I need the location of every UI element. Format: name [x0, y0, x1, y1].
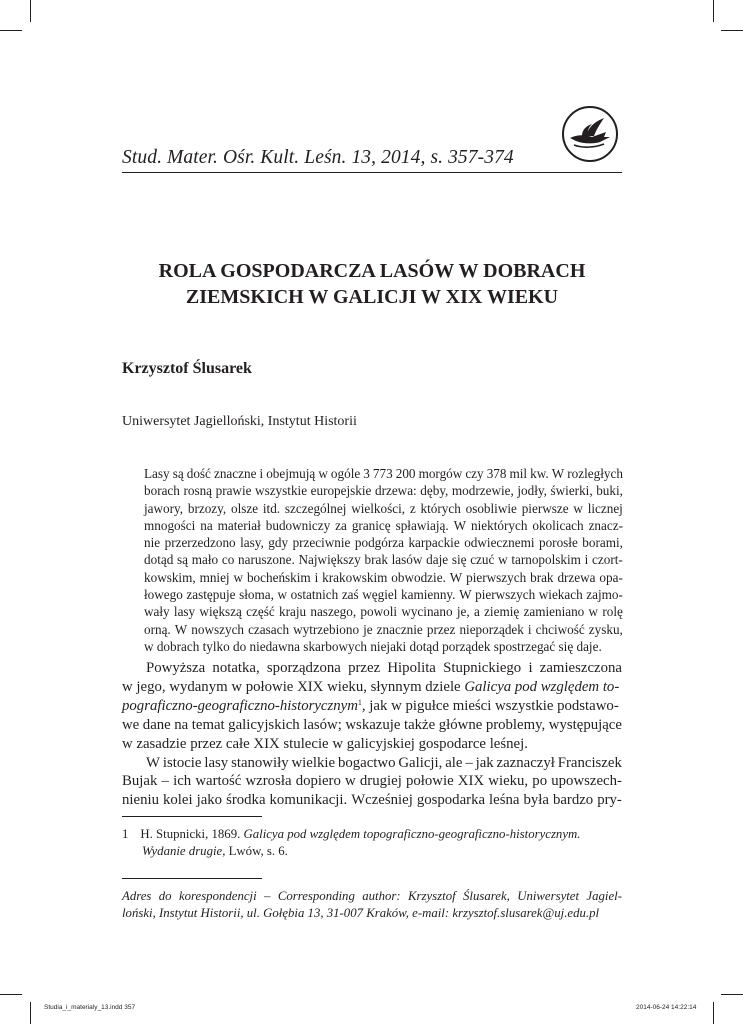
- quote-line: dotąd są mało co naruszone. Największy brak lasów daje się czuć w tarnopolskim i czort-: [144, 552, 623, 568]
- body-line: Bujak – ich wartość wzrosła dopiero w drugiej połowie XIX wieku, po upowszech-: [122, 773, 622, 790]
- correspondence-note: [122, 888, 622, 922]
- quote-line: mnogości na materiał budowniczy za granicę spławiają. W niektórych okolicach znacz-: [144, 517, 623, 533]
- correspondence-rule: [122, 878, 262, 879]
- crop-mark: [0, 30, 22, 31]
- book-title-italic: Galicya pod względem to-: [464, 678, 620, 695]
- quote-line: nie przerzedzono lasy, gdy przeciwnie podgórza karpackie odwiecznemi porosłe borami,: [144, 535, 623, 551]
- footnote-edition-italic: Wydanie drugie: [142, 844, 223, 858]
- body-text: [122, 659, 622, 810]
- body-line: we dane na temat galicyjskich lasów; wskazuje także główne problemy, występujące: [122, 716, 622, 733]
- crop-mark: [30, 1002, 31, 1024]
- quote-line: borach rosną prawie wszystkie europejskie drzewa: dęby, modrzewie, jodły, świerki, buki,: [144, 483, 623, 499]
- correspondence-line: loński, Instytut Historii, ul. Gołębia 13, 31-007 Kraków, e-mail: krzysztof.slusarek@uj.edu.pl: [122, 906, 600, 920]
- quote-line: kowskim, mniej w bocheńskim i krakowskim obwodzie. W pierwszych brak drzewa opa-: [144, 569, 623, 585]
- footnote-rule: [122, 816, 262, 817]
- header-rule: [122, 172, 622, 173]
- crop-mark: [713, 0, 714, 22]
- footnote-text: , Lwów, s. 6.: [222, 844, 288, 858]
- print-slug-timestamp: 2014-06-24 14:22:14: [636, 1004, 697, 1011]
- crop-mark: [713, 1002, 714, 1024]
- body-text-run: , jak w pigułce mieści wszystkie podstawo-: [361, 697, 619, 714]
- footnote-line: [122, 843, 622, 860]
- print-slug-file: Studia_i_materialy_13.indd 357: [44, 1004, 136, 1011]
- footnote-line: [122, 826, 622, 843]
- body-line: [122, 678, 622, 697]
- body-line: nieniu kolei jako środka komunikacji. Wcześniej gospodarka leśna była bardzo pry-: [122, 792, 622, 809]
- body-line: w zasadzie przez całe XIX stulecie w galicyjskiej gospodarce leśnej.: [122, 735, 528, 752]
- footnote-title-italic: Galicya pod względem topograficzno-geograficzno-historycznym.: [243, 827, 581, 841]
- correspondence-line: Adres do korespondencji – Corresponding author: Krzysztof Ślusarek, Uniwersytet Jagiel-: [122, 889, 622, 903]
- body-line: W istocie lasy stanowiły wielkie bogactwo Galicji, ale – jak zaznaczył Franciszek: [146, 754, 622, 771]
- body-line: Powyższa notatka, sporządzona przez Hipolita Stupnickiego i zamieszczona: [146, 660, 622, 676]
- crop-mark: [721, 994, 743, 995]
- quote-line: wały lasy większą część kraju naszego, powoli wycinano je, a ziemię zamieniano w rolę: [144, 604, 623, 620]
- crop-mark: [721, 30, 743, 31]
- journal-citation: Stud. Mater. Ośr. Kult. Leśn. 13, 2014, s. 357-374: [122, 147, 514, 168]
- author-name: Krzysztof Ślusarek: [122, 360, 252, 377]
- quote-line: w dobrach tylko do niedawna skarbowych niejaki dotąd porządek spostrzegać się daje.: [144, 638, 602, 654]
- footnote-ref: 1: [357, 697, 362, 707]
- footnote-text: H. Stupnicki, 1869.: [140, 827, 244, 841]
- footnote-number: 1: [122, 827, 129, 841]
- footnote: [122, 826, 622, 860]
- article-title: [122, 258, 622, 310]
- journal-logo-icon: [560, 104, 620, 164]
- quote-line: jawory, brzozy, olsze itd. szczególnej wielkości, z których osobliwie pierwsze w licznej: [144, 500, 623, 516]
- epigraph-quote: [144, 465, 623, 655]
- crop-mark: [0, 994, 22, 995]
- quote-line: łowego zastępuje słoma, w ostatnich zaś węgiel kamienny. W pierwszych wiekach zajmo-: [144, 587, 623, 603]
- title-line: ROLA GOSPODARCZA LASÓW W DOBRACH: [158, 260, 586, 282]
- quote-line: orną. W nowszych czasach wytrzebiono je znacznie przez nieporządek i chciwość zysku,: [144, 621, 623, 637]
- crop-mark: [30, 0, 31, 22]
- body-line: [122, 697, 622, 716]
- body-text-run: w jego, wydanym w połowie XIX wieku, słynnym dziele: [122, 678, 465, 695]
- title-line: ZIEMSKICH W GALICJI W XIX WIEKU: [185, 286, 559, 308]
- quote-line: Lasy są dość znaczne i obejmują w ogóle 3 773 200 morgów czy 378 mil kw. W rozległych: [144, 466, 623, 481]
- author-affiliation: Uniwersytet Jagielloński, Instytut Historii: [122, 414, 357, 429]
- book-title-italic: pograficzno-geograficzno-historycznym: [122, 697, 358, 714]
